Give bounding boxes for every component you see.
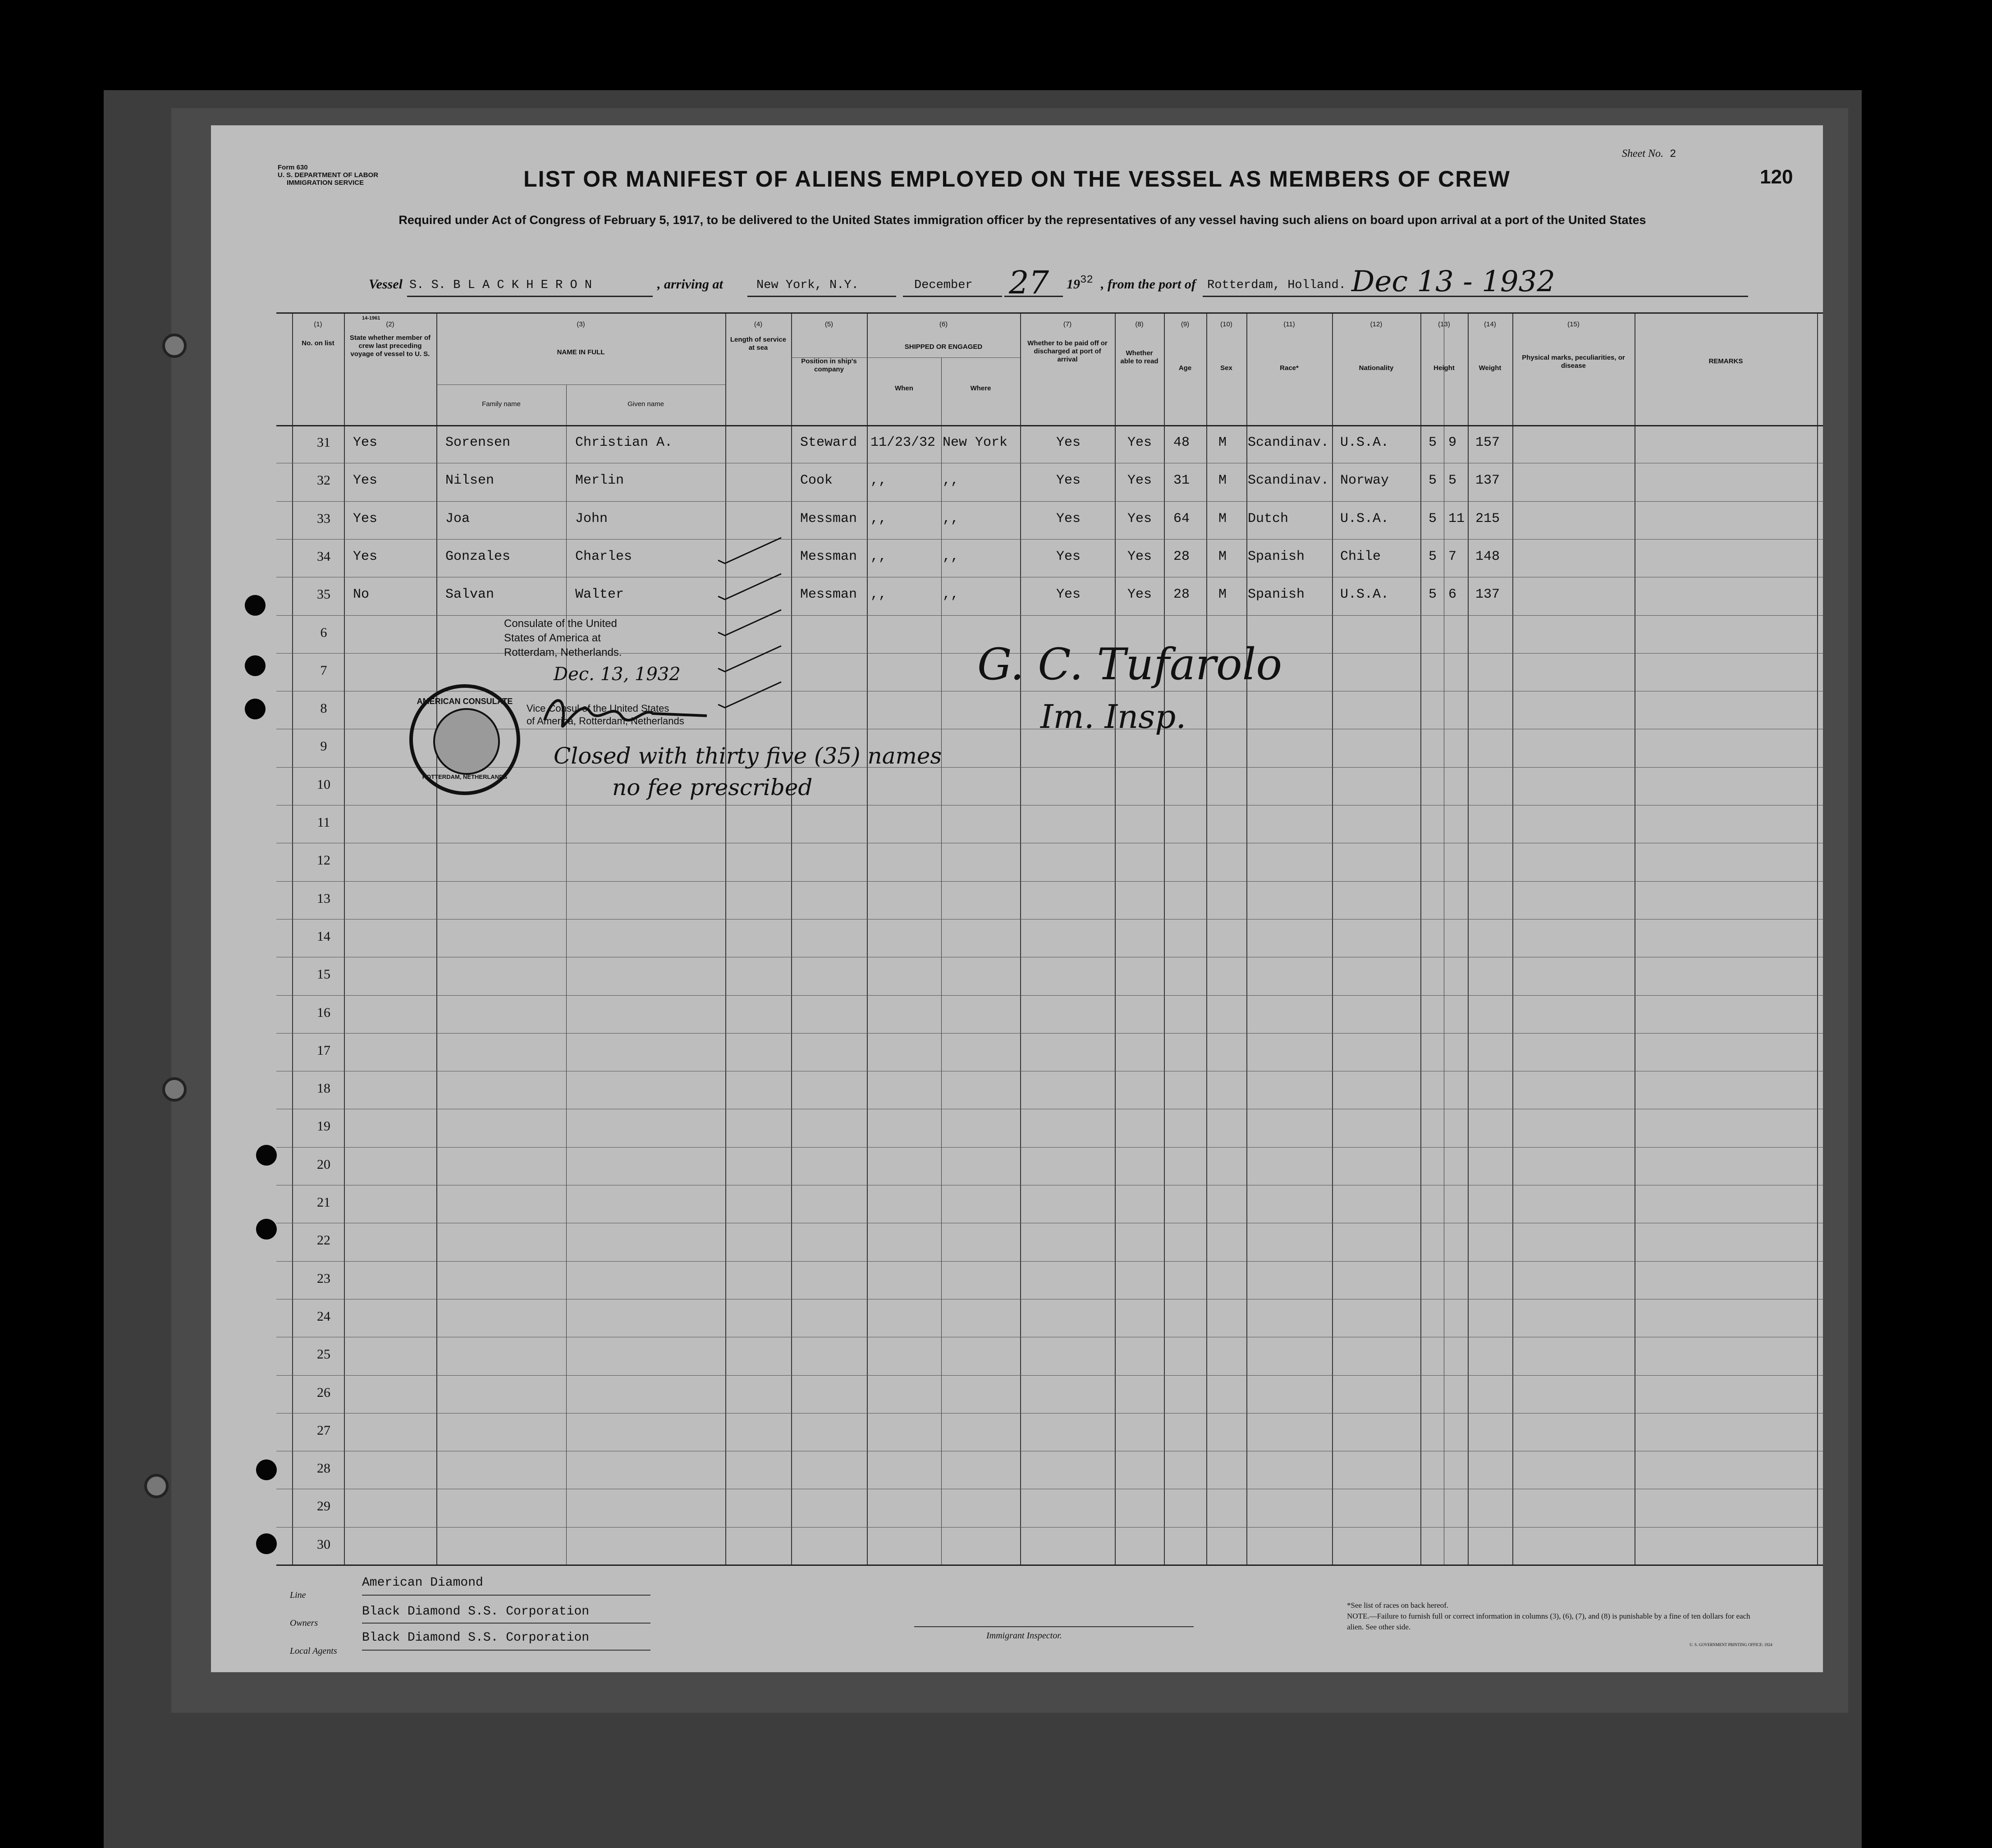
seal-top-text: AMERICAN CONSULATE [417,697,513,706]
cell-family: Gonzales [445,549,511,564]
arrival-month: December [914,279,973,292]
from-label: , from the port of [1101,277,1196,292]
col-header-service: Length of service at sea [730,336,787,352]
punch-hole-icon [256,1145,277,1166]
row-number: 9 [320,739,327,754]
punch-hole-icon [245,595,266,616]
binder-ring-icon [162,1077,187,1102]
checkmark-icon [716,572,783,603]
cell-nationality: U.S.A. [1340,587,1389,603]
inspector-title: Im. Insp. [1040,698,1186,736]
punch-hole-icon [256,1533,277,1554]
col-sub-when: When [895,384,913,392]
cell-age: 64 [1173,511,1190,526]
cell-nationality: Norway [1340,473,1389,489]
binder-ring-icon [144,1474,169,1498]
cell-position: Cook [800,473,833,489]
cell-where: New York [943,435,1008,450]
col-header-age: Age [1178,364,1192,372]
closed-note-line1: Closed with thirty five (35) names [554,743,942,769]
col-header-nationality: Nationality [1359,364,1394,372]
col-header-read: Whether able to read [1120,349,1159,365]
row-number: 17 [317,1043,330,1058]
row-number: 29 [317,1499,330,1514]
row-number: 26 [317,1385,330,1400]
arriving-label: , arriving at [657,277,723,292]
cell-read: Yes [1127,549,1152,564]
col-header-position: Position in ship's company [801,357,857,373]
cell-race: Spanish [1248,587,1305,603]
cell-weight: 137 [1475,473,1500,489]
col-header-prev-voyage: State whether member of crew last preceding voyage of vessel to U. S. [349,334,431,358]
col-num: (2) [386,320,394,328]
cell-paid-off: Yes [1056,435,1081,450]
cell-age: 28 [1173,549,1190,564]
row-number: 35 [317,587,330,602]
printing-office: U. S. GOVERNMENT PRINTING OFFICE: 1924 [1690,1642,1772,1647]
checkmark-icon [716,535,783,567]
cell-read: Yes [1127,587,1152,603]
cell-when: ,, [870,587,887,603]
penalty-note: NOTE.—Failure to furnish full or correct information in columns (3), (6), (7), and (8) is punishable by a fine of ten dollars for each alien. See other side. [1347,1612,1750,1631]
year-suffix: 32 [1080,274,1093,286]
cell-nationality: Chile [1340,549,1381,564]
cell-given: Walter [575,587,624,603]
cell-family: Nilsen [445,473,495,489]
row-number: 33 [317,511,330,526]
from-port: Rotterdam, Holland. [1207,279,1346,292]
row-number: 16 [317,1005,330,1020]
footer-owners-value: Black Diamond S.S. Corporation [362,1605,590,1619]
col-sub-family: Family name [482,400,521,408]
col-num: (8) [1135,320,1144,328]
service-name: IMMIGRATION SERVICE [287,179,364,187]
footer-agents-value: Black Diamond S.S. Corporation [362,1631,590,1645]
checkmark-icon [716,608,783,639]
form-number: Form 630 [278,164,308,171]
row-number: 20 [317,1157,330,1172]
punch-hole-icon [245,655,266,676]
year-prefix: 19 [1067,277,1080,292]
cell-weight: 157 [1475,435,1500,450]
row-number: 25 [317,1347,330,1362]
row-number: 10 [317,777,330,792]
col-num: (14) [1484,320,1496,328]
row-number: 19 [317,1119,330,1134]
col-num: (7) [1063,320,1072,328]
cell-ht-ft: 5 [1429,473,1437,489]
cell-ht-in: 11 [1448,511,1465,526]
vessel-label: Vessel [369,277,403,292]
cell-sex: M [1218,473,1227,489]
cell-age: 28 [1173,587,1190,603]
cell-when: ,, [870,473,887,489]
cell-given: Merlin [575,473,624,489]
cell-race: Spanish [1248,549,1305,564]
seal-bottom-text: ROTTERDAM, NETHERLANDS [422,773,508,780]
consulate-date: Dec. 13, 1932 [554,664,681,685]
row-number: 6 [320,625,327,640]
cell-prev: Yes [353,511,378,526]
eagle-emblem-icon [433,708,500,775]
row-number: 30 [317,1537,330,1552]
consul-line: Vice Consul of the United States [527,703,669,714]
row-number: 11 [317,815,330,830]
row-number: 32 [317,473,330,488]
cell-ht-ft: 5 [1429,587,1437,603]
row-number: 31 [317,435,330,450]
row-number: 13 [317,891,330,906]
sheet-value: 2 [1669,148,1676,160]
arrival-port: New York, N.Y. [756,279,859,292]
cell-sex: M [1218,511,1227,526]
consulate-block [504,617,622,660]
cell-race: Dutch [1248,511,1289,526]
cell-ht-in: 7 [1448,549,1457,564]
vessel-name: S. S. B L A C K H E R O N [409,279,592,292]
consul-signature [540,689,711,738]
cell-sex: M [1218,435,1227,450]
cell-family: Joa [445,511,470,526]
col-sub-where: Where [970,384,991,392]
cell-position: Steward [800,435,857,450]
col-num: (9) [1181,320,1190,328]
cell-ht-in: 6 [1448,587,1457,603]
col-header-sex: Sex [1220,364,1232,372]
checkmark-icon [716,644,783,675]
row-number: 21 [317,1195,330,1210]
cell-where: ,, [943,549,959,564]
footer-owners-label: Owners [290,1618,318,1628]
races-note: *See list of races on back hereof. [1347,1601,1449,1610]
col-header-remarks: REMARKS [1708,357,1743,365]
row-number: 7 [320,663,327,678]
manifest-page [211,125,1823,1672]
row-number: 8 [320,701,327,716]
cell-race: Scandinav. [1248,435,1329,450]
row-number: 34 [317,549,330,564]
row-number: 12 [317,853,330,868]
row-number: 15 [317,967,330,982]
vessel-line [369,264,1784,304]
punch-hole-icon [256,1459,277,1480]
cell-read: Yes [1127,511,1152,526]
consulate-line: States of America at [504,632,601,644]
closed-note-line2: no fee prescribed [612,774,813,800]
col-header-physical: Physical marks, peculiarities, or disease [1522,354,1625,370]
arrival-day: 27 [1009,264,1049,301]
footer-agents-label: Local Agents [290,1646,337,1656]
cell-read: Yes [1127,435,1152,450]
department-name: U. S. DEPARTMENT OF LABOR [278,171,379,179]
col-sub-given: Given name [627,400,664,408]
cell-where: ,, [943,511,959,526]
cell-race: Scandinav. [1248,473,1329,489]
row-number: 14 [317,929,330,944]
cell-sex: M [1218,549,1227,564]
col-header-shipped: SHIPPED OR ENGAGED [904,343,983,351]
cell-prev: Yes [353,549,378,564]
checkmark-icon [716,680,783,711]
cell-position: Messman [800,511,857,526]
punch-hole-icon [256,1219,277,1240]
cell-given: Charles [575,549,632,564]
cell-family: Sorensen [445,435,511,450]
cell-where: ,, [943,473,959,489]
consulate-seal [409,684,520,795]
departure-date-handwritten: Dec 13 - 1932 [1351,265,1555,298]
cell-when: ,, [870,549,887,564]
col-num: (15) [1567,320,1580,328]
row-number: 27 [317,1423,330,1438]
cell-family: Salvan [445,587,495,603]
consulate-line: Consulate of the United [504,618,617,630]
col-header-paid-off: Whether to be paid off or discharged at port of arrival [1027,339,1108,363]
cell-nationality: U.S.A. [1340,511,1389,526]
col-num: (12) [1370,320,1383,328]
col-header-weight: Weight [1479,364,1502,372]
cell-position: Messman [800,587,857,603]
footer-line-label: Line [290,1590,306,1600]
immigrant-inspector-label: Immigrant Inspector. [986,1631,1062,1641]
cell-read: Yes [1127,473,1152,489]
sheet-number [1622,148,1676,160]
cell-when: 11/23/32 [870,435,936,450]
row-number: 24 [317,1308,330,1324]
cell-ht-ft: 5 [1429,511,1437,526]
cell-prev: Yes [353,435,378,450]
col-num: (13) [1438,320,1450,328]
col-header-race: Race* [1280,364,1299,372]
row-number: 23 [317,1271,330,1286]
inspector-signature: G. C. Tufarolo [977,639,1282,690]
cell-paid-off: Yes [1056,587,1081,603]
consulate-line: Rotterdam, Netherlands. [504,646,622,659]
sheet-label: Sheet No. [1622,148,1663,160]
cell-weight: 137 [1475,587,1500,603]
col-num: (6) [939,320,948,328]
document-title: LIST OR MANIFEST OF ALIENS EMPLOYED ON THE VESSEL AS MEMBERS OF CREW [523,166,1511,192]
col-num: (5) [824,320,833,328]
cell-nationality: U.S.A. [1340,435,1389,450]
cell-ht-ft: 5 [1429,435,1437,450]
binder-ring-icon [162,334,187,358]
cell-prev: No [353,587,370,603]
cell-given: John [575,511,608,526]
col-header-height: Height [1433,364,1455,372]
cell-paid-off: Yes [1056,549,1081,564]
col-num: (11) [1283,320,1295,328]
cell-paid-off: Yes [1056,511,1081,526]
cell-prev: Yes [353,473,378,489]
document-subtitle: Required under Act of Congress of February 5, 1917, to be delivered to the United States immigration officer by the representatives of any vessel having such aliens on board upon arrival at a port of the United States [398,213,1646,227]
col-num: (3) [577,320,585,328]
col-header-no: No. on list [302,339,334,347]
cell-age: 48 [1173,435,1190,450]
cell-ht-in: 9 [1448,435,1457,450]
col-header-name: NAME IN FULL [557,348,605,356]
col-num: (10) [1220,320,1232,328]
col-num: (1) [314,320,322,328]
cell-sex: M [1218,587,1227,603]
cell-given: Christian A. [575,435,673,450]
row-number: 22 [317,1233,330,1248]
print-code: 14-1961 [362,316,380,321]
row-number: 28 [317,1461,330,1476]
cell-age: 31 [1173,473,1190,489]
cell-position: Messman [800,549,857,564]
row-number: 18 [317,1081,330,1096]
punch-hole-icon [245,699,266,719]
cell-ht-ft: 5 [1429,549,1437,564]
crew-table [276,312,1823,1565]
cell-ht-in: 5 [1448,473,1457,489]
consul-line: of America, Rotterdam, Netherlands [527,715,684,727]
cell-where: ,, [943,587,959,603]
cell-weight: 148 [1475,549,1500,564]
page-number: 120 [1760,166,1793,188]
cell-weight: 215 [1475,511,1500,526]
col-num: (4) [754,320,763,328]
cell-paid-off: Yes [1056,473,1081,489]
cell-when: ,, [870,511,887,526]
footer-line-value: American Diamond [362,1576,483,1590]
